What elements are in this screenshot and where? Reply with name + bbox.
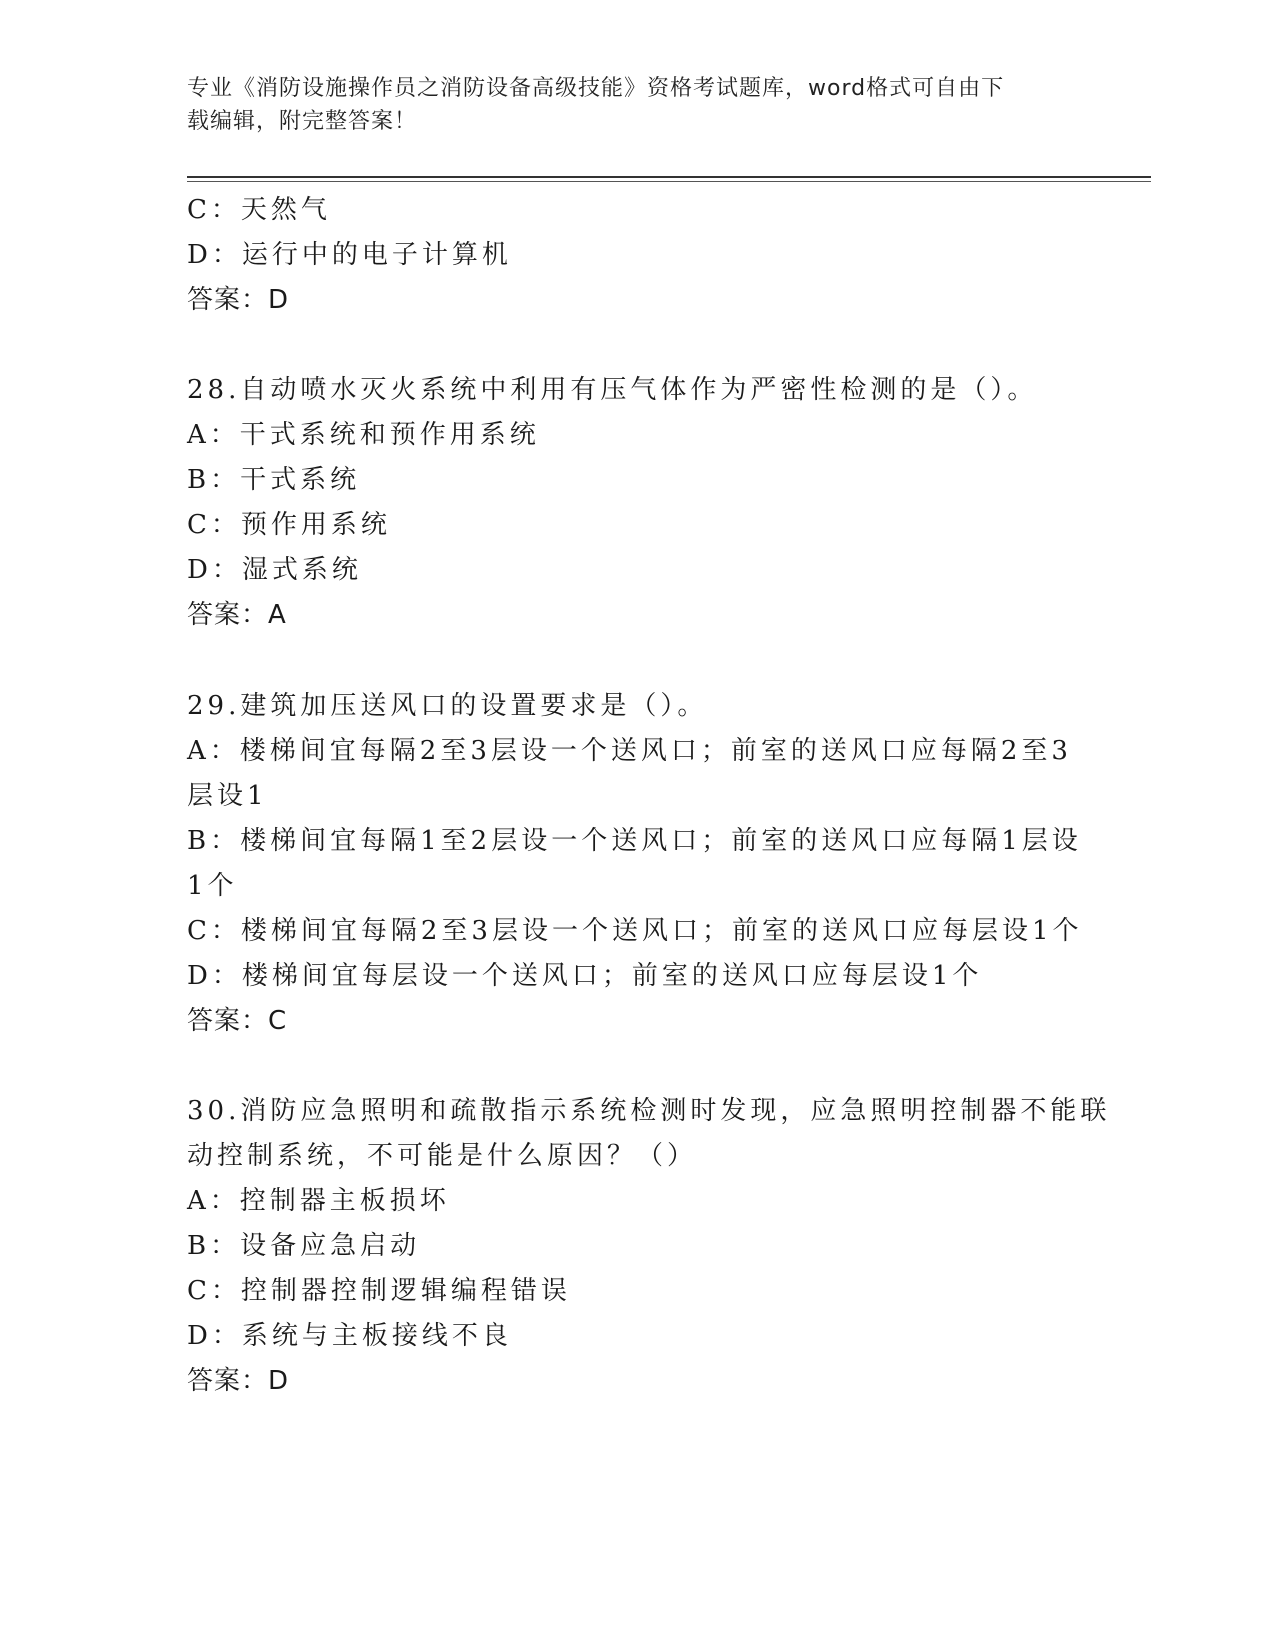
q29-option-d: D：楼梯间宜每层设一个送风口；前室的送风口应每层设1个 — [187, 961, 983, 991]
q29-option-b-line-1: B：楼梯间宜每隔1至2层设一个送风口；前室的送风口应每隔1层设 — [187, 826, 1082, 856]
q30-question-line-2: 动控制系统，不可能是什么原因？（） — [187, 1141, 698, 1171]
q29-option-a-line-1: A：楼梯间宜每隔2至3层设一个送风口；前室的送风口应每隔2至3 — [187, 736, 1072, 766]
q29-option-b-line-2: 1个 — [187, 871, 238, 901]
q30-option-a: A：控制器主板损坏 — [187, 1186, 450, 1216]
q28-answer: 答案：A — [187, 600, 287, 630]
q27-answer: 答案：D — [187, 285, 290, 315]
q28-option-b: B：干式系统 — [187, 465, 361, 495]
header-line-2: 载编辑，附完整答案！ — [187, 109, 418, 134]
header-line-1: 专业《消防设施操作员之消防设备高级技能》资格考试题库，word格式可自由下 — [187, 76, 1005, 101]
header-rule-thick — [187, 176, 1151, 178]
document-header — [187, 72, 1067, 138]
q27-option-d: D：运行中的电子计算机 — [187, 240, 512, 270]
q30-option-c: C：控制器控制逻辑编程错误 — [187, 1276, 571, 1306]
q29-question: 29.建筑加压送风口的设置要求是（）。 — [187, 691, 708, 721]
q29-option-a-line-2: 层设1 — [187, 781, 268, 811]
q28-question: 28.自动喷水灭火系统中利用有压气体作为严密性检测的是（）。 — [187, 375, 1038, 405]
q28-option-a: A：干式系统和预作用系统 — [187, 420, 540, 450]
q27-option-c: C：天然气 — [187, 195, 331, 225]
q30-answer: 答案：D — [187, 1366, 290, 1396]
q28-option-c: C：预作用系统 — [187, 510, 391, 540]
q30-question-line-1: 30.消防应急照明和疏散指示系统检测时发现，应急照明控制器不能联 — [187, 1096, 1111, 1126]
q29-answer: 答案：C — [187, 1006, 288, 1036]
q30-option-b: B：设备应急启动 — [187, 1231, 421, 1261]
header-rule-thin — [187, 181, 1151, 182]
q29-option-c: C：楼梯间宜每隔2至3层设一个送风口；前室的送风口应每层设1个 — [187, 916, 1083, 946]
q30-option-d: D：系统与主板接线不良 — [187, 1321, 512, 1351]
q28-option-d: D：湿式系统 — [187, 555, 362, 585]
